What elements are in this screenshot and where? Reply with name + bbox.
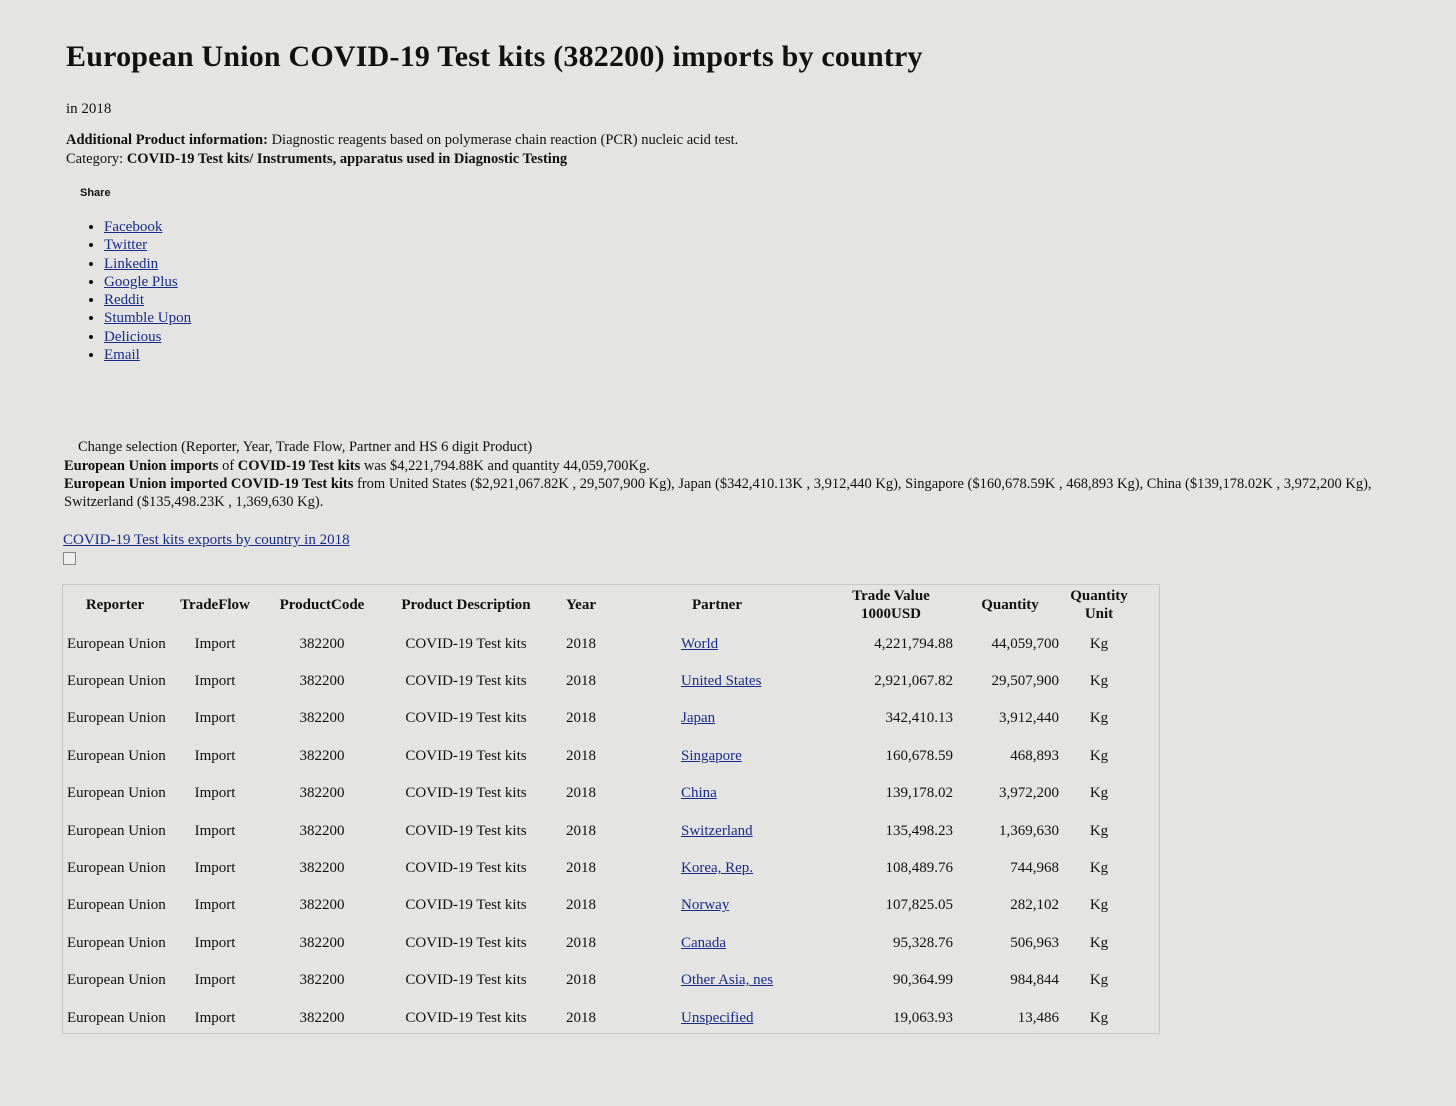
table-row: [63, 849, 1137, 886]
partner-link[interactable]: Singapore: [681, 747, 742, 764]
cell-reporter: European Union: [67, 710, 166, 727]
cell-reporter: European Union: [67, 785, 166, 802]
cell-year: 2018: [566, 710, 596, 727]
share-facebook-link[interactable]: Facebook: [104, 219, 163, 235]
cell-partner: [611, 737, 823, 774]
cell-unit: Kg: [1089, 822, 1109, 839]
cell-unit: Kg: [1089, 785, 1109, 802]
additional-info-text: Diagnostic reagents based on polymerase chain reaction (PCR) nucleic acid test.: [271, 132, 739, 148]
cell-tradeflow: Import: [194, 673, 236, 690]
cell-trade-value: 107,825.05: [885, 897, 953, 914]
cell-partner: [611, 887, 823, 924]
partner-link[interactable]: Unspecified: [681, 1009, 754, 1026]
cell-tradeflow: Import: [194, 785, 236, 802]
cell-trade-value: 160,678.59: [885, 747, 953, 764]
cell-partner: [611, 812, 823, 849]
cell-unit: Kg: [1089, 635, 1109, 652]
header-quantity-unit: Quantity Unit: [1070, 588, 1128, 622]
cell-unit: Kg: [1089, 747, 1109, 764]
cell-productcode: 382200: [299, 1009, 345, 1026]
table-row: [63, 775, 1137, 812]
cell-partner: [611, 924, 823, 961]
share-delicious-link[interactable]: Delicious: [104, 328, 162, 345]
table-header-row: [63, 585, 1137, 625]
share-stumble-upon-link[interactable]: Stumble Upon: [104, 310, 192, 327]
cell-quantity: 744,968: [1010, 860, 1059, 877]
cell-partner: [611, 999, 823, 1036]
header-trade-value: Trade Value 1000USD: [852, 588, 930, 622]
cell-trade-value: 4,221,794.88: [874, 635, 953, 652]
share-item: [104, 273, 191, 291]
cell-productcode: 382200: [299, 710, 345, 727]
cell-unit: Kg: [1089, 710, 1109, 727]
table-body: [63, 625, 1137, 1036]
cell-reporter: European Union: [67, 860, 166, 877]
share-linkedin-link[interactable]: Linkedin: [104, 255, 159, 272]
cell-year: 2018: [566, 934, 596, 951]
cell-reporter: European Union: [67, 897, 166, 914]
table-row: [63, 812, 1137, 849]
partner-link[interactable]: Korea, Rep.: [681, 860, 754, 877]
category-value: COVID-19 Test kits/ Instruments, apparatus used in Diagnostic Testing: [126, 151, 568, 167]
cell-partner: [611, 962, 823, 999]
header-productcode: ProductCode: [279, 597, 365, 613]
cell-description: COVID-19 Test kits: [405, 635, 527, 652]
header-tradeflow: TradeFlow: [180, 597, 250, 613]
cell-reporter: European Union: [67, 822, 166, 839]
cell-description: COVID-19 Test kits: [405, 785, 527, 802]
share-item: [104, 346, 191, 364]
cell-unit: Kg: [1089, 897, 1109, 914]
cell-year: 2018: [566, 1009, 596, 1026]
cell-quantity: 13,486: [1017, 1009, 1059, 1026]
partner-link[interactable]: United States: [681, 673, 762, 690]
share-item: [104, 291, 191, 309]
cell-trade-value: 342,410.13: [885, 710, 953, 727]
share-twitter-link[interactable]: Twitter: [104, 237, 148, 254]
cell-description: COVID-19 Test kits: [405, 822, 527, 839]
cell-trade-value: 135,498.23: [885, 822, 953, 839]
cell-unit: Kg: [1089, 860, 1109, 877]
cell-description: COVID-19 Test kits: [405, 747, 527, 764]
cell-partner: [611, 625, 823, 662]
cell-productcode: 382200: [299, 785, 345, 802]
cell-unit: Kg: [1089, 673, 1109, 690]
cell-quantity: 3,972,200: [999, 785, 1059, 802]
cell-description: COVID-19 Test kits: [405, 1009, 527, 1026]
table-row: [63, 999, 1137, 1036]
cell-trade-value: 90,364.99: [893, 972, 953, 989]
cell-year: 2018: [566, 635, 596, 652]
summary-total: was $4,221,794.88K and quantity 44,059,700Kg.: [360, 458, 650, 474]
share-item: [104, 309, 191, 327]
cell-tradeflow: Import: [194, 897, 236, 914]
table-row: [63, 924, 1137, 961]
cell-productcode: 382200: [299, 860, 345, 877]
additional-info-label: Additional Product information:: [66, 132, 268, 148]
summary: [64, 457, 1424, 511]
summary-partners: from United States ($2,921,067.82K , 29,507,900 Kg), Japan ($342,410.13K , 3,912,440 Kg), Singapore ($160,678.59K , 468,893 Kg), China ($139,178.02K , 3,972,200 Kg), Switzerland ($135,498.23K , 1,369,630 Kg).: [64, 476, 1372, 510]
header-reporter: Reporter: [85, 597, 145, 613]
partner-link[interactable]: China: [681, 785, 717, 802]
share-list: [86, 218, 191, 364]
cell-year: 2018: [566, 673, 596, 690]
product-info: [66, 131, 738, 169]
cell-productcode: 382200: [299, 635, 345, 652]
table-row: [63, 887, 1137, 924]
share-reddit-link[interactable]: Reddit: [104, 292, 144, 309]
share-item: [104, 218, 191, 236]
cell-year: 2018: [566, 785, 596, 802]
cell-quantity: 282,102: [1010, 897, 1059, 914]
year-line: in 2018: [66, 101, 112, 117]
summary-text: of: [218, 458, 238, 474]
imports-table-container: [62, 584, 1160, 1034]
header-year: Year: [566, 597, 596, 613]
cell-tradeflow: Import: [194, 822, 236, 839]
cell-year: 2018: [566, 822, 596, 839]
table-row: [63, 962, 1137, 999]
cell-tradeflow: Import: [194, 934, 236, 951]
table-row: [63, 625, 1137, 662]
summary-reporter: European Union imports: [64, 458, 219, 474]
cell-description: COVID-19 Test kits: [405, 710, 527, 727]
cell-quantity: 468,893: [1010, 747, 1059, 764]
cell-unit: Kg: [1089, 1009, 1109, 1026]
cell-partner: [611, 700, 823, 737]
cell-year: 2018: [566, 897, 596, 914]
header-product-description: Product Description: [401, 597, 531, 613]
cell-tradeflow: Import: [194, 747, 236, 764]
cell-productcode: 382200: [299, 972, 345, 989]
cell-trade-value: 95,328.76: [893, 934, 953, 951]
partner-link[interactable]: World: [681, 635, 719, 652]
cell-year: 2018: [566, 860, 596, 877]
partner-link[interactable]: Japan: [681, 710, 716, 727]
cell-partner: [611, 662, 823, 699]
exports-by-country-link[interactable]: COVID-19 Test kits exports by country in 2018: [63, 532, 350, 548]
table-row: [63, 737, 1137, 774]
cell-productcode: 382200: [299, 673, 345, 690]
cell-quantity: 506,963: [1010, 934, 1059, 951]
cell-reporter: European Union: [67, 934, 166, 951]
cell-year: 2018: [566, 747, 596, 764]
cell-trade-value: 139,178.02: [885, 785, 953, 802]
share-item: [104, 328, 191, 346]
cell-trade-value: 108,489.76: [885, 860, 953, 877]
cell-reporter: European Union: [67, 635, 166, 652]
summary-product: COVID-19 Test kits: [237, 458, 361, 474]
summary-imported-label: European Union imported COVID-19 Test kits: [64, 476, 354, 492]
cell-year: 2018: [566, 972, 596, 989]
cell-description: COVID-19 Test kits: [405, 972, 527, 989]
cell-description: COVID-19 Test kits: [405, 673, 527, 690]
cell-quantity: 44,059,700: [991, 635, 1059, 652]
share-email-link[interactable]: Email: [104, 347, 140, 364]
cell-reporter: European Union: [67, 1009, 166, 1026]
cell-tradeflow: Import: [194, 710, 236, 727]
broken-image-icon: [63, 552, 76, 565]
share-label: Share: [80, 187, 111, 199]
cell-reporter: European Union: [67, 747, 166, 764]
cell-trade-value: 2,921,067.82: [874, 673, 953, 690]
category-label: Category:: [66, 151, 124, 167]
header-quantity: Quantity: [981, 597, 1039, 613]
cell-tradeflow: Import: [194, 1009, 236, 1026]
cell-partner: [611, 775, 823, 812]
partner-link[interactable]: Canada: [681, 934, 726, 951]
cell-reporter: European Union: [67, 673, 166, 690]
share-item: [104, 236, 191, 254]
cell-tradeflow: Import: [194, 860, 236, 877]
partner-link[interactable]: Norway: [681, 897, 730, 914]
cell-partner: [611, 849, 823, 886]
cell-quantity: 1,369,630: [999, 822, 1059, 839]
cell-description: COVID-19 Test kits: [405, 897, 527, 914]
cell-description: COVID-19 Test kits: [405, 934, 527, 951]
cell-tradeflow: Import: [194, 635, 236, 652]
share-item: [104, 255, 191, 273]
cell-productcode: 382200: [299, 897, 345, 914]
table-row: [63, 700, 1137, 737]
cell-unit: Kg: [1089, 972, 1109, 989]
share-google-plus-link[interactable]: Google Plus: [104, 273, 178, 290]
cell-productcode: 382200: [299, 822, 345, 839]
cell-trade-value: 19,063.93: [893, 1009, 953, 1026]
partner-link[interactable]: Switzerland: [681, 822, 753, 839]
table-row: [63, 662, 1137, 699]
partner-link[interactable]: Other Asia, nes: [681, 972, 774, 989]
cell-reporter: European Union: [67, 972, 166, 989]
cell-productcode: 382200: [299, 934, 345, 951]
imports-table: [63, 585, 1137, 1036]
cell-quantity: 3,912,440: [999, 710, 1059, 727]
cell-productcode: 382200: [299, 747, 345, 764]
cell-tradeflow: Import: [194, 972, 236, 989]
page-title: European Union COVID-19 Test kits (382200) imports by country: [66, 40, 923, 73]
cell-quantity: 984,844: [1010, 972, 1059, 989]
cell-unit: Kg: [1089, 934, 1109, 951]
header-partner: Partner: [692, 597, 742, 613]
change-selection[interactable]: Change selection (Reporter, Year, Trade Flow, Partner and HS 6 digit Product): [78, 439, 533, 455]
cell-description: COVID-19 Test kits: [405, 860, 527, 877]
cell-quantity: 29,507,900: [991, 673, 1059, 690]
